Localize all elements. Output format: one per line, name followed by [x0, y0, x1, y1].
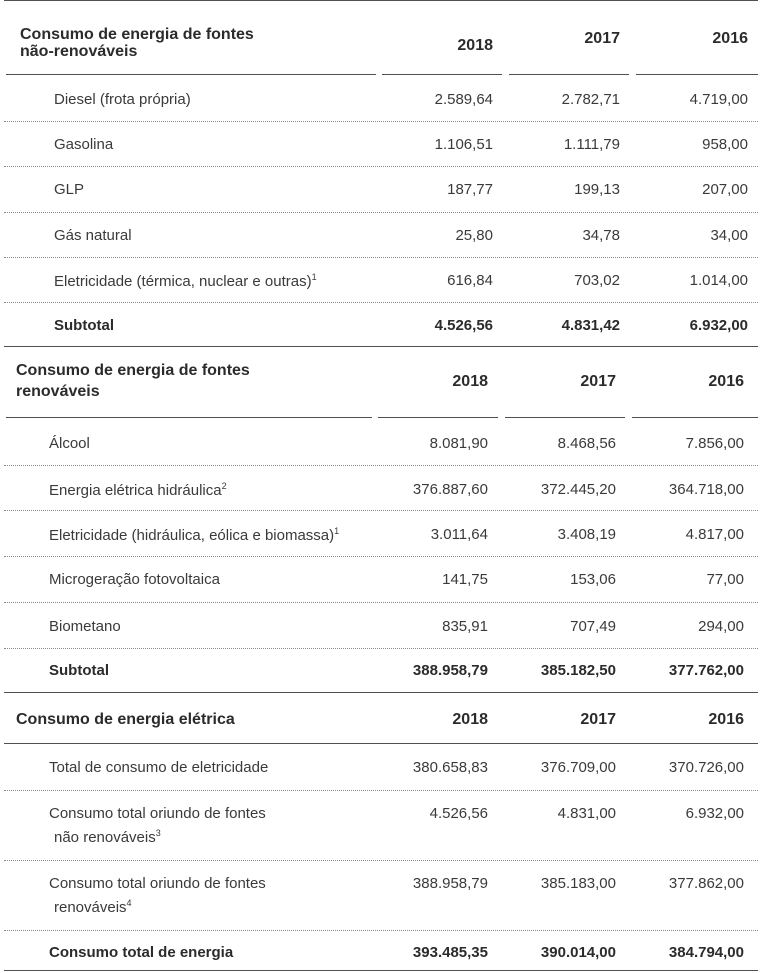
section-1-header-rule-2017 [509, 74, 629, 75]
row-divider [4, 648, 758, 649]
row-divider [4, 212, 758, 213]
subtotal-2017: 385.182,50 [540, 662, 616, 679]
section-1-header-rule-2018 [382, 74, 502, 75]
cell-2016: 34,00 [710, 227, 748, 244]
section-2-header-rule-2016 [632, 417, 758, 418]
section-1-header-rule-label [6, 74, 376, 75]
row-divider [4, 860, 758, 861]
row-label: Microgeração fotovoltaica [49, 571, 220, 588]
section-3-header-rule [4, 743, 758, 744]
row-label: Total de consumo de eletricidade [49, 759, 269, 776]
cell-2016: 370.726,00 [668, 759, 744, 776]
subtotal-2017: 4.831,42 [561, 317, 620, 334]
footnote-marker: 2 [221, 481, 227, 491]
section-1-year-2017: 2017 [584, 30, 620, 47]
section-1-header-rule-2016 [636, 74, 758, 75]
section-divider [4, 692, 758, 693]
row-divider [4, 790, 758, 791]
cell-2017: 4.831,00 [557, 805, 616, 822]
cell-2016: 294,00 [698, 618, 744, 635]
cell-2018: 835,91 [442, 618, 488, 635]
subtotal-2016: 6.932,00 [689, 317, 748, 334]
table-top-rule [4, 0, 758, 1]
total-2016: 384.794,00 [668, 944, 744, 961]
subtotal-2016: 377.762,00 [668, 662, 744, 679]
section-3-year-2018: 2018 [452, 711, 488, 728]
section-1-year-2016: 2016 [712, 30, 748, 47]
section-2-year-2017: 2017 [580, 373, 616, 390]
section-1-title-line1: Consumo de energia de fontes [20, 26, 254, 43]
footnote-marker: 1 [311, 272, 317, 282]
cell-2018: 376.887,60 [412, 481, 488, 498]
cell-2018: 8.081,90 [429, 435, 488, 452]
row-label-line2: não renováveis$^3$ [54, 828, 161, 846]
row-label: Gás natural [54, 227, 132, 244]
row-label: Eletricidade (hidráulica, eólica e biomassa)$^1$ [49, 526, 340, 544]
section-1-title-line2: não-renováveis [20, 43, 138, 60]
cell-2018: 4.526,56 [429, 805, 488, 822]
total-label: Consumo total de energia [49, 944, 234, 961]
cell-2016: 7.856,00 [685, 435, 744, 452]
cell-2016: 1.014,00 [689, 272, 748, 289]
row-divider [4, 166, 758, 167]
table-bottom-rule [4, 970, 758, 971]
row-label: GLP [54, 181, 85, 198]
cell-2016: 958,00 [702, 136, 748, 153]
cell-2017: 199,13 [574, 181, 620, 198]
row-divider [4, 930, 758, 931]
section-1-year-2018: 2018 [457, 37, 493, 54]
section-2-title-line1: Consumo de energia de fontes [16, 362, 250, 379]
cell-2017: 703,02 [574, 272, 620, 289]
cell-2017: 153,06 [570, 571, 616, 588]
row-label: Biometano [49, 618, 121, 635]
row-divider [4, 510, 758, 511]
total-2017: 390.014,00 [540, 944, 616, 961]
cell-2018: 25,80 [455, 227, 493, 244]
cell-2016: 377.862,00 [668, 875, 744, 892]
row-label: Gasolina [54, 136, 114, 153]
cell-2016: 6.932,00 [685, 805, 744, 822]
row-label: Eletricidade (térmica, nuclear e outras)$^1$ [54, 272, 317, 290]
cell-2018: 1.106,51 [434, 136, 493, 153]
row-divider [4, 257, 758, 258]
section-2-header-rule-2017 [505, 417, 625, 418]
cell-2018: 141,75 [442, 571, 488, 588]
cell-2017: 1.111,79 [563, 136, 620, 153]
cell-2018: 388.958,79 [412, 875, 488, 892]
cell-2016: 207,00 [702, 181, 748, 198]
row-divider [4, 602, 758, 603]
subtotal-2018: 388.958,79 [412, 662, 488, 679]
cell-2016: 4.719,00 [689, 91, 748, 108]
total-2018: 393.485,35 [412, 944, 488, 961]
row-divider [4, 121, 758, 122]
subtotal-label: Subtotal [54, 317, 114, 334]
row-divider [4, 556, 758, 557]
cell-2017: 372.445,20 [540, 481, 616, 498]
section-divider [4, 346, 758, 347]
row-label-line1: Consumo total oriundo de fontes [49, 805, 266, 822]
footnote-marker: 1 [334, 526, 340, 536]
cell-2016: 364.718,00 [668, 481, 744, 498]
row-label: Álcool [49, 435, 90, 452]
section-3-year-2017: 2017 [580, 711, 616, 728]
cell-2017: 707,49 [570, 618, 616, 635]
cell-2018: 616,84 [447, 272, 493, 289]
cell-2017: 385.183,00 [540, 875, 616, 892]
row-label-line2: renováveis$^4$ [54, 898, 132, 916]
cell-2017: 8.468,56 [557, 435, 616, 452]
section-3-title: Consumo de energia elétrica [16, 711, 235, 728]
cell-2016: 4.817,00 [685, 526, 744, 543]
cell-2018: 187,77 [447, 181, 493, 198]
section-2-header-rule-label [6, 417, 372, 418]
cell-2017: 3.408,19 [557, 526, 616, 543]
section-2-year-2016: 2016 [708, 373, 744, 390]
cell-2018: 2.589,64 [434, 91, 493, 108]
footnote-marker: 3 [155, 828, 161, 838]
cell-2016: 77,00 [706, 571, 744, 588]
cell-2018: 380.658,83 [412, 759, 488, 776]
row-label: Energia elétrica hidráulica$^2$ [49, 481, 227, 499]
cell-2017: 376.709,00 [540, 759, 616, 776]
subtotal-2018: 4.526,56 [434, 317, 493, 334]
row-label-line1: Consumo total oriundo de fontes [49, 875, 266, 892]
section-2-title-line2: renováveis [16, 383, 100, 400]
subtotal-label: Subtotal [49, 662, 109, 679]
cell-2017: 2.782,71 [561, 91, 620, 108]
row-divider [4, 465, 758, 466]
footnote-marker: 4 [126, 898, 132, 908]
section-2-year-2018: 2018 [452, 373, 488, 390]
section-2-header-rule-2018 [378, 417, 498, 418]
cell-2018: 3.011,64 [430, 526, 488, 543]
row-label: Diesel (frota própria) [54, 91, 191, 108]
cell-2017: 34,78 [582, 227, 620, 244]
section-3-year-2016: 2016 [708, 711, 744, 728]
row-divider [4, 302, 758, 303]
